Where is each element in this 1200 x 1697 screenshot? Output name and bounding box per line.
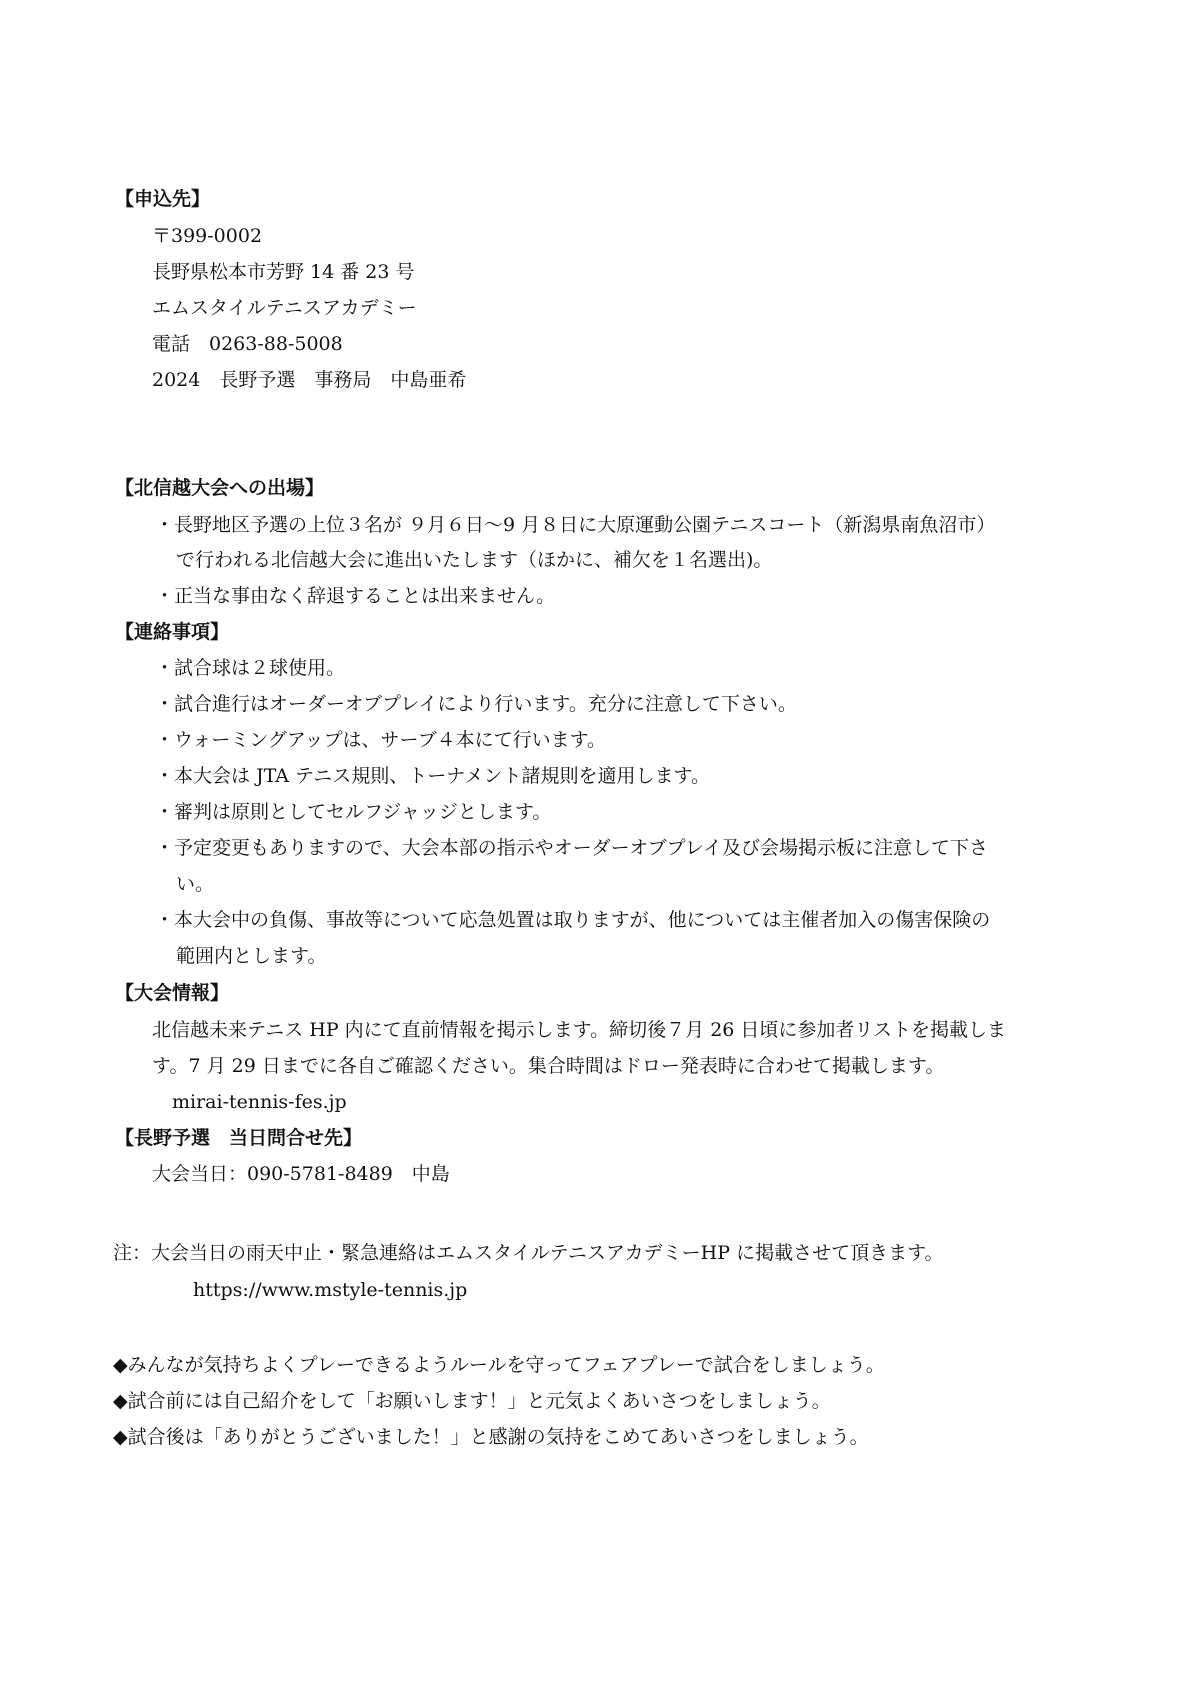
postal-code: 〒399-0002 [152,225,263,247]
notice-item-1: ・試合球は２球使用。 [155,657,346,679]
contact-day-heading: 【長野予選 当日問合せ先】 [115,1127,363,1149]
manner-line-3: ◆試合後は「ありがとうございました！」と感謝の気持をこめてあいさつをしましょう。 [113,1426,869,1448]
organization-name: エムスタイルテニスアカデミー [152,297,417,319]
notice-item-7: ・本大会中の負傷、事故等について応急処置は取りますが、他については主催者加入の傷害保険の [155,909,991,931]
tournament-info-line-1: 北信越未来テニス HP 内にて直前情報を掲示します。締切後７月 26 日頃に参加者リストを掲載しま [152,1019,1007,1041]
hokushinetsu-bullet-1: ・長野地区予選の上位３名が ９月６日～9 月８日に大原運動公園テニスコート（新潟県南魚沼市） [155,514,996,536]
academy-url[interactable]: https://www.mstyle-tennis.jp [193,1279,468,1301]
address: 長野県松本市芳野 14 番 23 号 [152,261,415,283]
contact-day-phone: 大会当日：090-5781-8489 中島 [152,1163,450,1185]
notice-item-2: ・試合進行はオーダーオブプレイにより行います。充分に注意して下さい。 [155,693,797,715]
rain-cancel-note: 注：大会当日の雨天中止・緊急連絡はエムスタイルテニスアカデミーHP に掲載させて頂きます。 [113,1242,944,1264]
notice-item-3: ・ウォーミングアップは、サーブ４本にて行います。 [155,729,607,751]
notice-item-6-cont: い。 [176,873,215,895]
manner-line-2: ◆試合前には自己紹介をして「お願いします！」と元気よくあいさつをしましょう。 [113,1390,831,1412]
hokushinetsu-bullet-2: ・正当な事由なく辞退することは出来ません。 [155,585,556,607]
notice-item-6: ・予定変更もありますので、大会本部の指示やオーダーオブプレイ及び会場掲示板に注意して下さ [155,837,988,859]
notice-item-4: ・本大会は JTA テニス規則、トーナメント諸規則を適用します。 [155,765,711,787]
phone-number: 電話 0263-88-5008 [152,333,343,355]
notice-item-7-cont: 範囲内とします。 [176,945,327,967]
hokushinetsu-heading: 【北信越大会への出場】 [115,477,325,499]
tournament-info-heading: 【大会情報】 [115,982,230,1004]
application-heading: 【申込先】 [115,188,211,210]
hokushinetsu-bullet-1-cont: で行われる北信越大会に進出いたします（ほかに、補欠を１名選出)。 [176,549,773,571]
manner-line-1: ◆みんなが気持ちよくプレーできるようルールを守ってフェアプレーで試合をしましょう。 [113,1354,885,1376]
tournament-info-url[interactable]: mirai-tennis-fes.jp [172,1091,347,1113]
tournament-info-line-2: す。7 月 29 日までに各自ご確認ください。集合時間はドロー発表時に合わせて掲載します。 [152,1055,945,1077]
office-contact: 2024 長野予選 事務局 中島亜希 [152,369,467,391]
notices-heading: 【連絡事項】 [115,621,230,643]
notice-item-5: ・審判は原則としてセルフジャッジとします。 [155,801,552,823]
